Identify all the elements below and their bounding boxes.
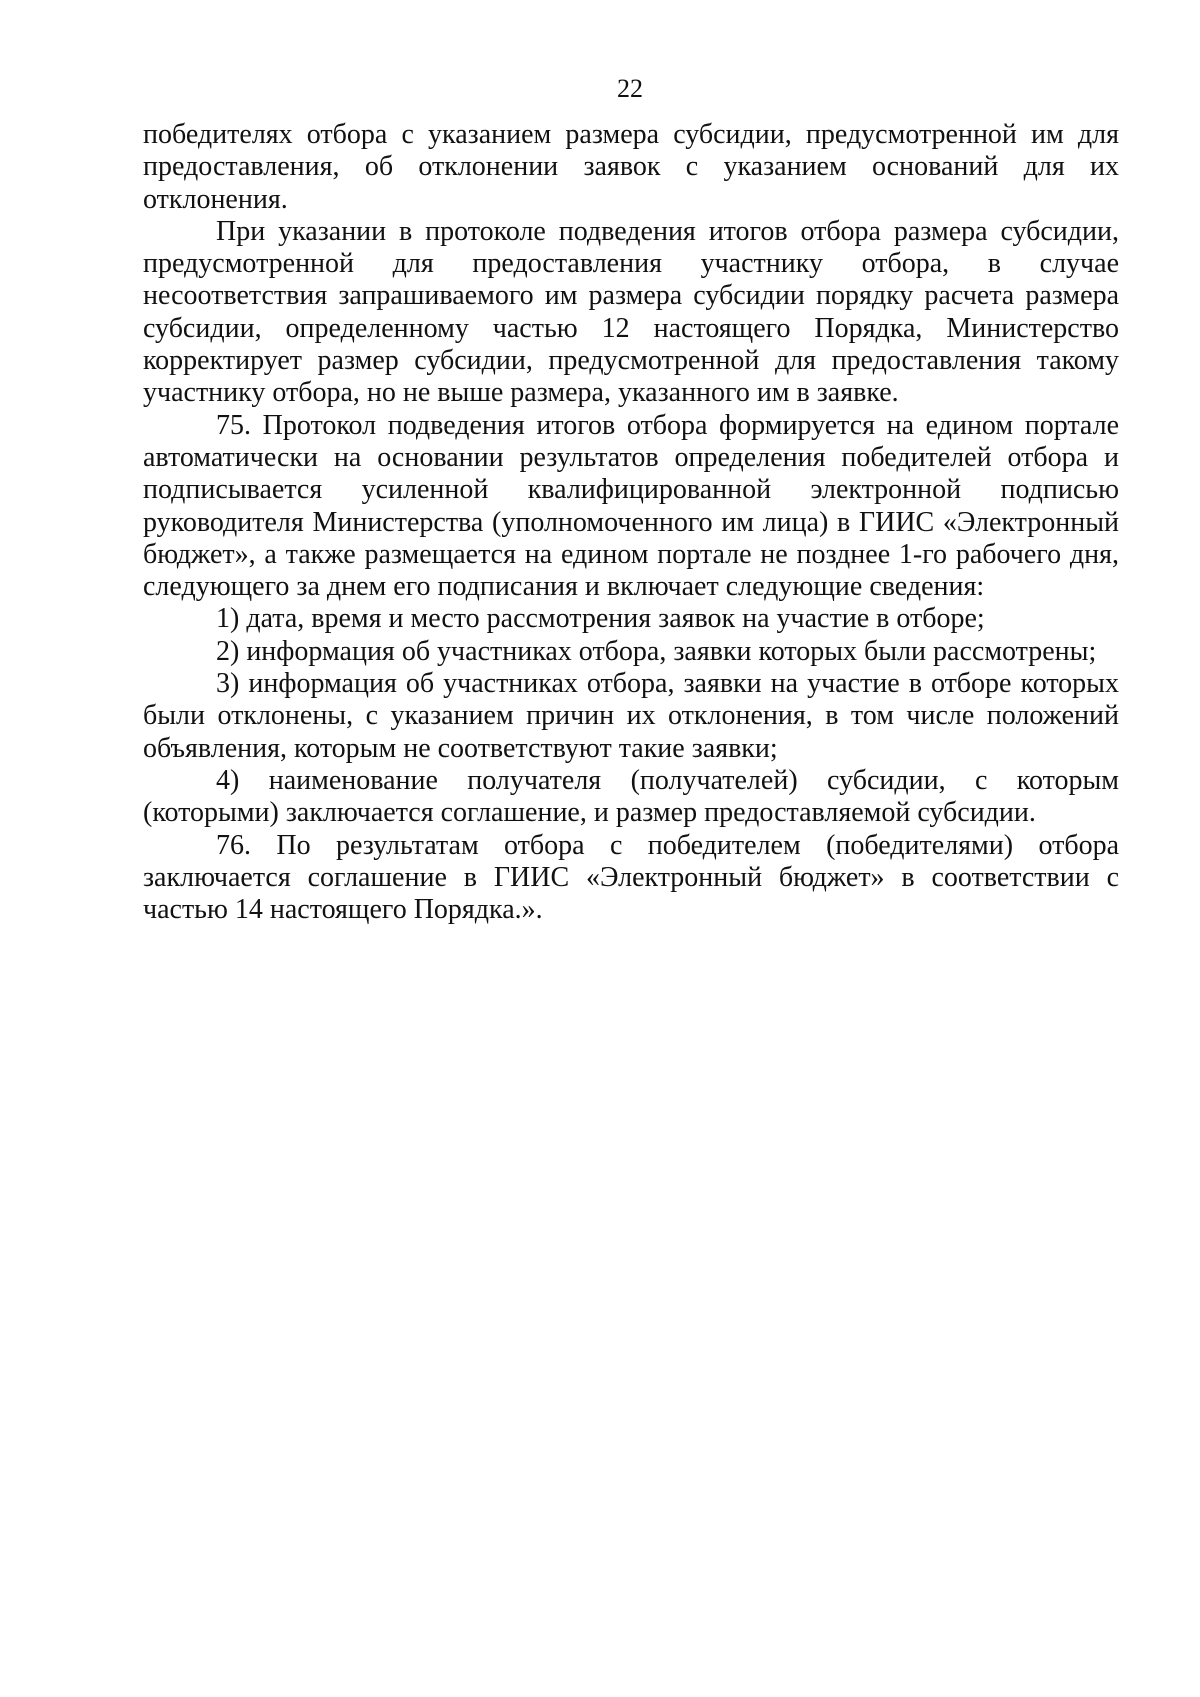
paragraph-subsidy-correction: При указании в протоколе подведения итогов отбора размера субсидии, предусмотренной для предоставления участнику отбора, в случае несоответствия запрашиваемого им размера субсидии порядку расчета размера субсидии, определенному частью 12 настоящего Порядка, Министерство корректирует размер субсидии, предусмотренной для предоставления такому участнику отбора, но не выше размера, указанного им в заявке. [143,215,1119,409]
list-item-1: 1) дата, время и место рассмотрения заявок на участие в отборе; [216,603,985,635]
paragraph-76-agreement: 76. По результатам отбора с победителем (победителями) отбора заключается соглашение в ГИИС «Электронный бюджет» в соответствии с частью 14 настоящего Порядка.». [143,829,1119,926]
list-item-3: 3) информация об участниках отбора, заявки на участие в отборе которых были отклонены, с указанием причин их отклонения, в том числе положений объявления, которым не соответствуют такие заявки; [143,668,1119,764]
page-number: 22 [617,74,643,103]
paragraph-continuation: победителях отбора с указанием размера субсидии, предусмотренной им для предоставления, об отклонении заявок с указанием оснований для их отклонения. [143,119,1119,215]
document-body [143,119,1119,926]
paragraph-75-protocol: 75. Протокол подведения итогов отбора формируется на едином портале автоматически на основании результатов определения победителей отбора и подписывается усиленной квалифицированной электронной подписью руководителя Министерства (уполномоченного им лица) в ГИИС «Электронный бюджет», а также размещается на едином портале не позднее 1-го рабочего дня, следующего за днем его подписания и включает следующие сведения: [143,409,1119,603]
list-item-2: 2) информация об участниках отбора, заявки которых были рассмотрены; [216,635,1097,667]
list-item-4: 4) наименование получателя (получателей) субсидии, с которым (которыми) заключается соглашение, и размер предоставляемой субсидии. [143,764,1119,829]
